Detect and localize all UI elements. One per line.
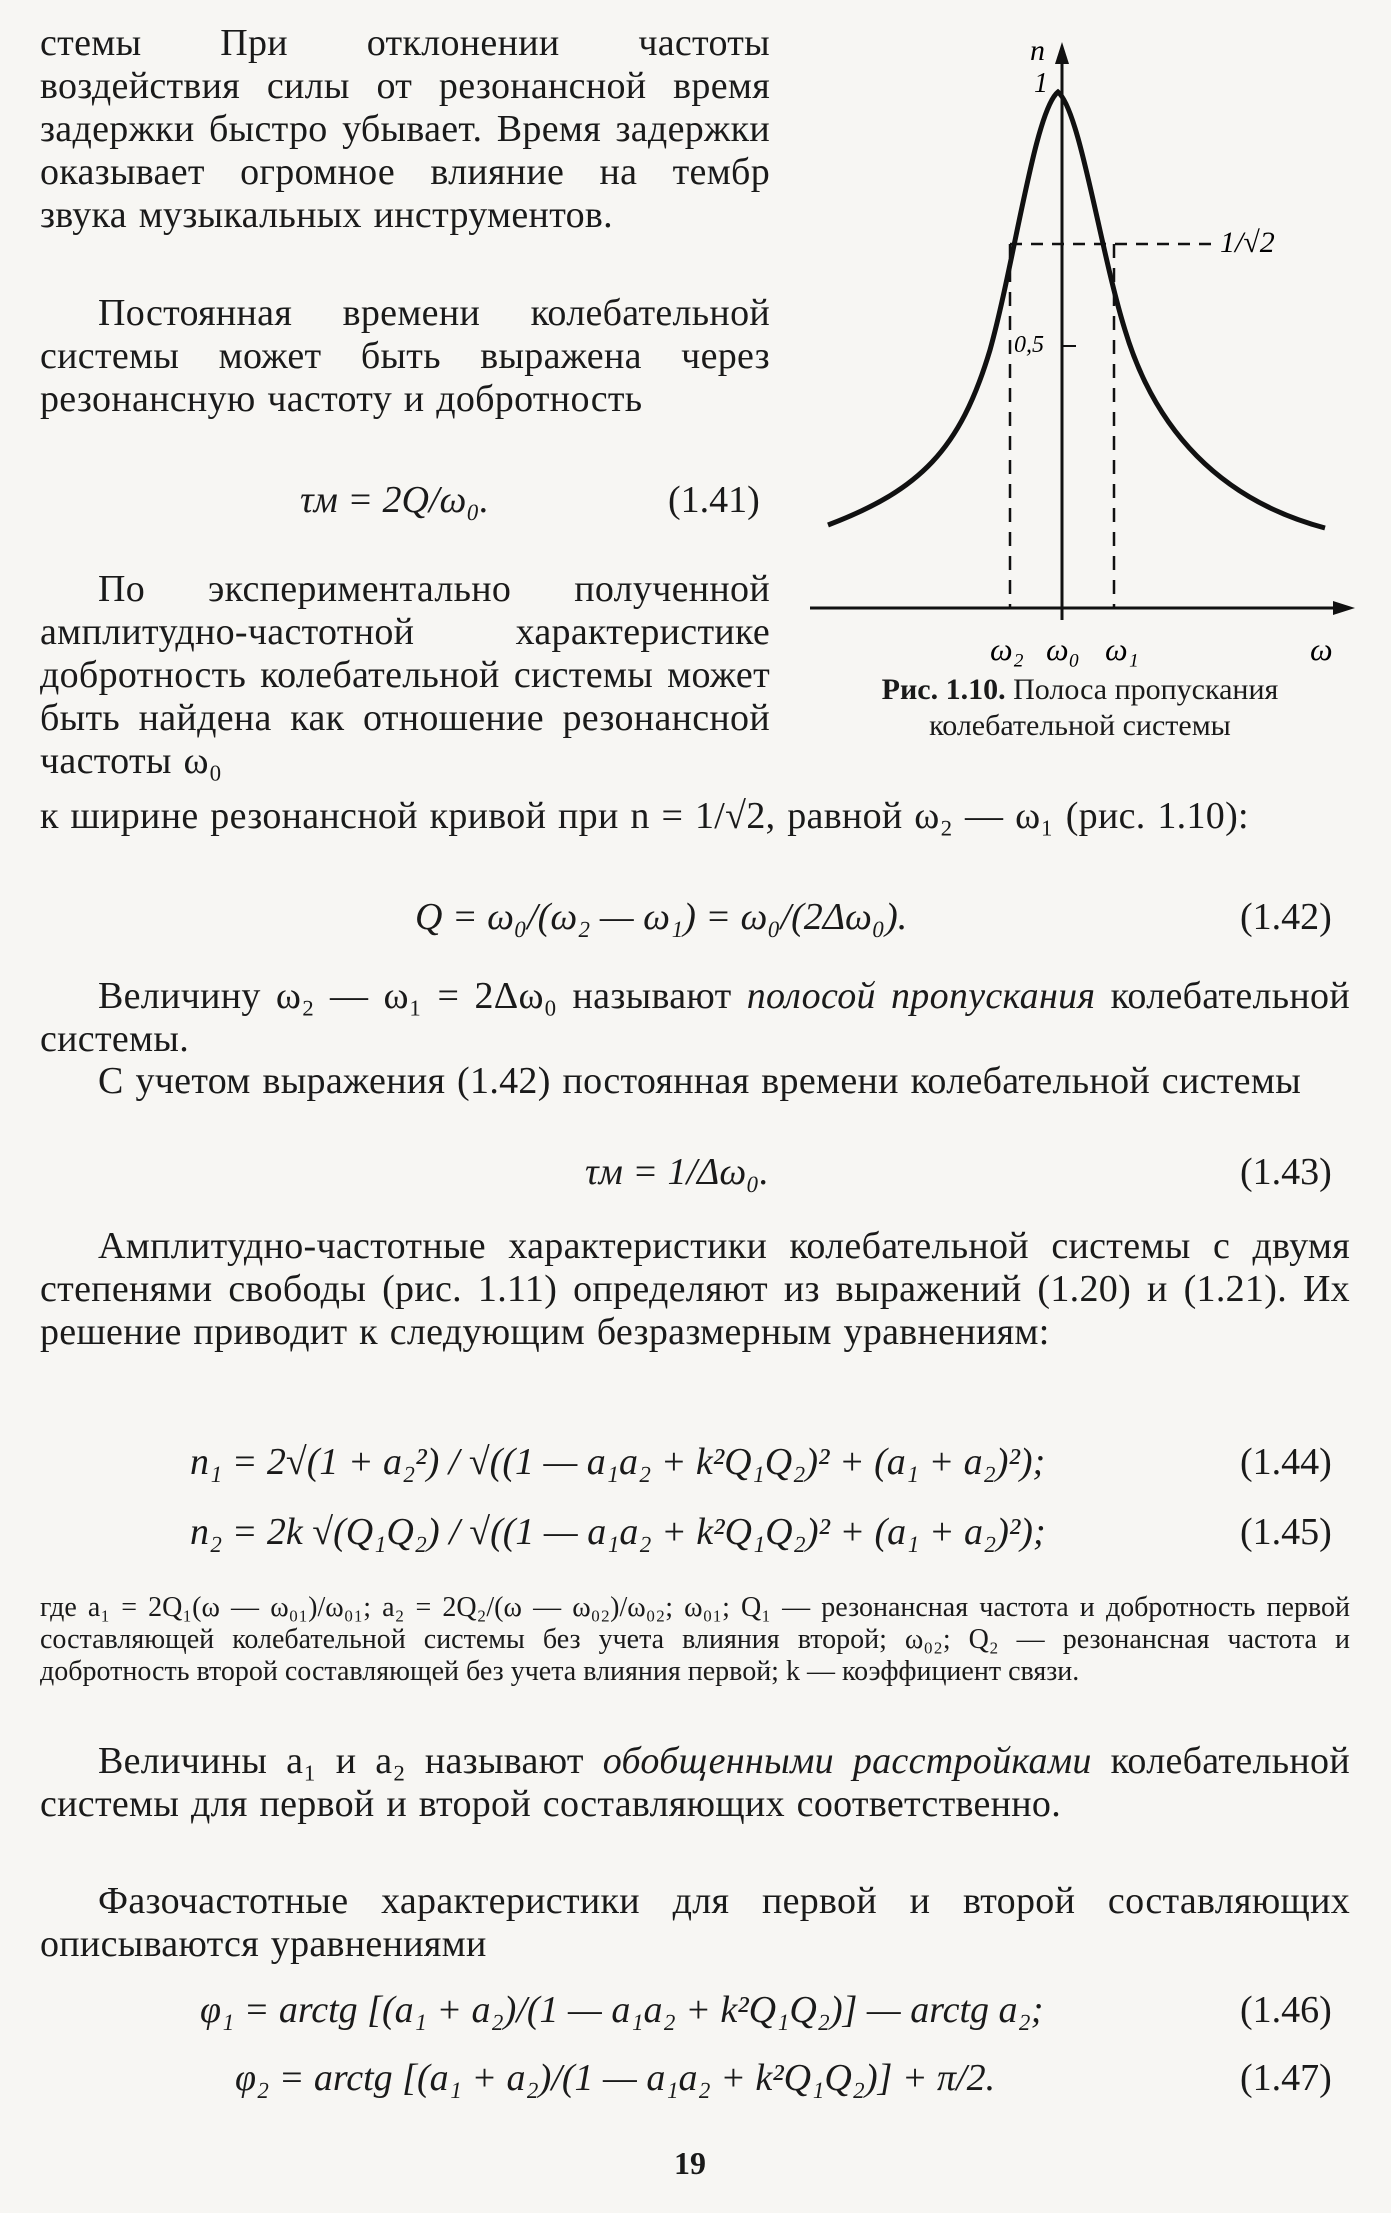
paragraph-4-pre: Величину ω₂ — ω₁ = 2Δω₀ называют	[98, 975, 747, 1017]
paragraph-5-text: С учетом выражения (1.42) постоянная времени колебательной системы	[98, 1060, 1302, 1102]
x-tick-w0: ω₀	[1046, 631, 1080, 667]
paragraph-3b	[40, 795, 1350, 838]
equation-1-47-number: (1.47)	[1240, 2057, 1332, 2099]
resonance-curve	[828, 92, 1325, 528]
paragraph-6-text: Амплитудно-частотные характеристики колебательной системы с двумя степенями свободы (рис. 1.11) определяют из выражений (1.20) и (1.21). Их решение приводит к следующим безразмерным уравнениям:	[40, 1225, 1350, 1353]
equation-1-45-number: (1.45)	[1240, 1511, 1332, 1553]
equation-1-41-number: (1.41)	[668, 479, 760, 521]
x-tick-w2: ω₂	[990, 631, 1024, 667]
equation-1-46-number: (1.46)	[1240, 1989, 1332, 2031]
paragraph-8-text: Фазочастотные характеристики для первой и второй составляющих описываются уравнениями	[40, 1880, 1350, 1965]
paragraph-6	[40, 1225, 1350, 1354]
equation-1-45: n₂ = 2k √(Q₁Q₂) / √((1 — a₁a₂ + k²Q₁Q₂)² + (a₁ + a₂)²);	[190, 1511, 1046, 1553]
caption-label: Рис. 1.10.	[881, 673, 1006, 706]
term-generalized-detuning: обобщенными расстройками	[602, 1740, 1092, 1782]
figure-caption	[800, 672, 1360, 744]
equation-1-46: φ₁ = arctg [(a₁ + a₂)/(1 — a₁a₂ + k²Q₁Q₂)] — arctg a₂;	[200, 1989, 1044, 2031]
paragraph-5	[40, 1060, 1350, 1103]
equation-1-42: Q = ω₀/(ω₂ — ω₁) = ω₀/(2Δω₀).	[415, 896, 908, 938]
caption-text: Полоса пропускания колебательной системы	[929, 673, 1279, 742]
x-axis-label: ω	[1310, 631, 1333, 667]
paragraph-2-text: Постоянная времени колебательной системы может быть выражена через резонансную частоту и добротность	[40, 292, 770, 420]
equation-1-43-number: (1.43)	[1240, 1151, 1332, 1193]
equation-1-43: τм = 1/Δω₀.	[585, 1151, 769, 1193]
paragraph-3a-text: По экспериментально полученной амплитудно-частотной характеристике добротность колебательной системы может быть найдена как отношение резонансной частоты ω₀	[40, 568, 770, 782]
paragraph-3a	[40, 568, 770, 783]
x-tick-w1: ω₁	[1105, 631, 1139, 667]
paragraph-1-text: стемы При отклонении частоты воздействия силы от резонансной время задержки быстро убывает. Время задержки оказывает огромное влияние на тембр звука музыкальных инструментов.	[40, 22, 770, 236]
paragraph-4-post: колебательной системы.	[40, 975, 1350, 1060]
figure-passband-curve	[800, 30, 1360, 670]
y-axis-arrow	[1055, 42, 1069, 64]
level-label: 1/√2	[1220, 226, 1275, 259]
page-number: 19	[674, 2145, 706, 2181]
variables-note: где a₁ = 2Q₁(ω — ω₀₁)/ω₀₁; a₂ = 2Q₂/(ω — ω₀₂)/ω₀₂; ω₀₁; Q₁ — резонансная частота и добротность первой составляющей колебательной системы без учета влияния второй; ω₀₂; Q₂ — резонансная частота и добротность второй составляющей без учета влияния первой; k — коэффициент связи.	[40, 1592, 1350, 1687]
paragraph-3b-text: к ширине резонансной кривой при n = 1/√2, равной ω₂ — ω₁ (рис. 1.10):	[40, 795, 1249, 837]
peak-label: 1	[1034, 68, 1048, 99]
equation-1-47: φ₂ = arctg [(a₁ + a₂)/(1 — a₁a₂ + k²Q₁Q₂)] + π/2.	[235, 2057, 996, 2099]
paragraph-4	[40, 975, 1350, 1061]
equation-1-41: τм = 2Q/ω₀.	[300, 479, 490, 521]
paragraph-7-pre: Величины a₁ и a₂ называют	[98, 1740, 603, 1782]
paragraph-8	[40, 1880, 1350, 1966]
paragraph-1	[40, 22, 770, 237]
term-passband: полосой пропускания	[746, 975, 1096, 1017]
mid-label: 0,5	[1014, 332, 1044, 358]
paragraph-7-post: колебательной системы для первой и второй составляющих соответственно.	[40, 1740, 1350, 1825]
equation-1-44: n₁ = 2√(1 + a₂²) / √((1 — a₁a₂ + k²Q₁Q₂)² + (a₁ + a₂)²);	[190, 1441, 1046, 1483]
equation-1-44-number: (1.44)	[1240, 1441, 1332, 1483]
y-axis-label: n	[1030, 34, 1045, 67]
x-axis-arrow	[1333, 601, 1355, 615]
equation-1-42-number: (1.42)	[1240, 896, 1332, 938]
paragraph-2	[40, 292, 770, 421]
paragraph-7	[40, 1740, 1350, 1826]
